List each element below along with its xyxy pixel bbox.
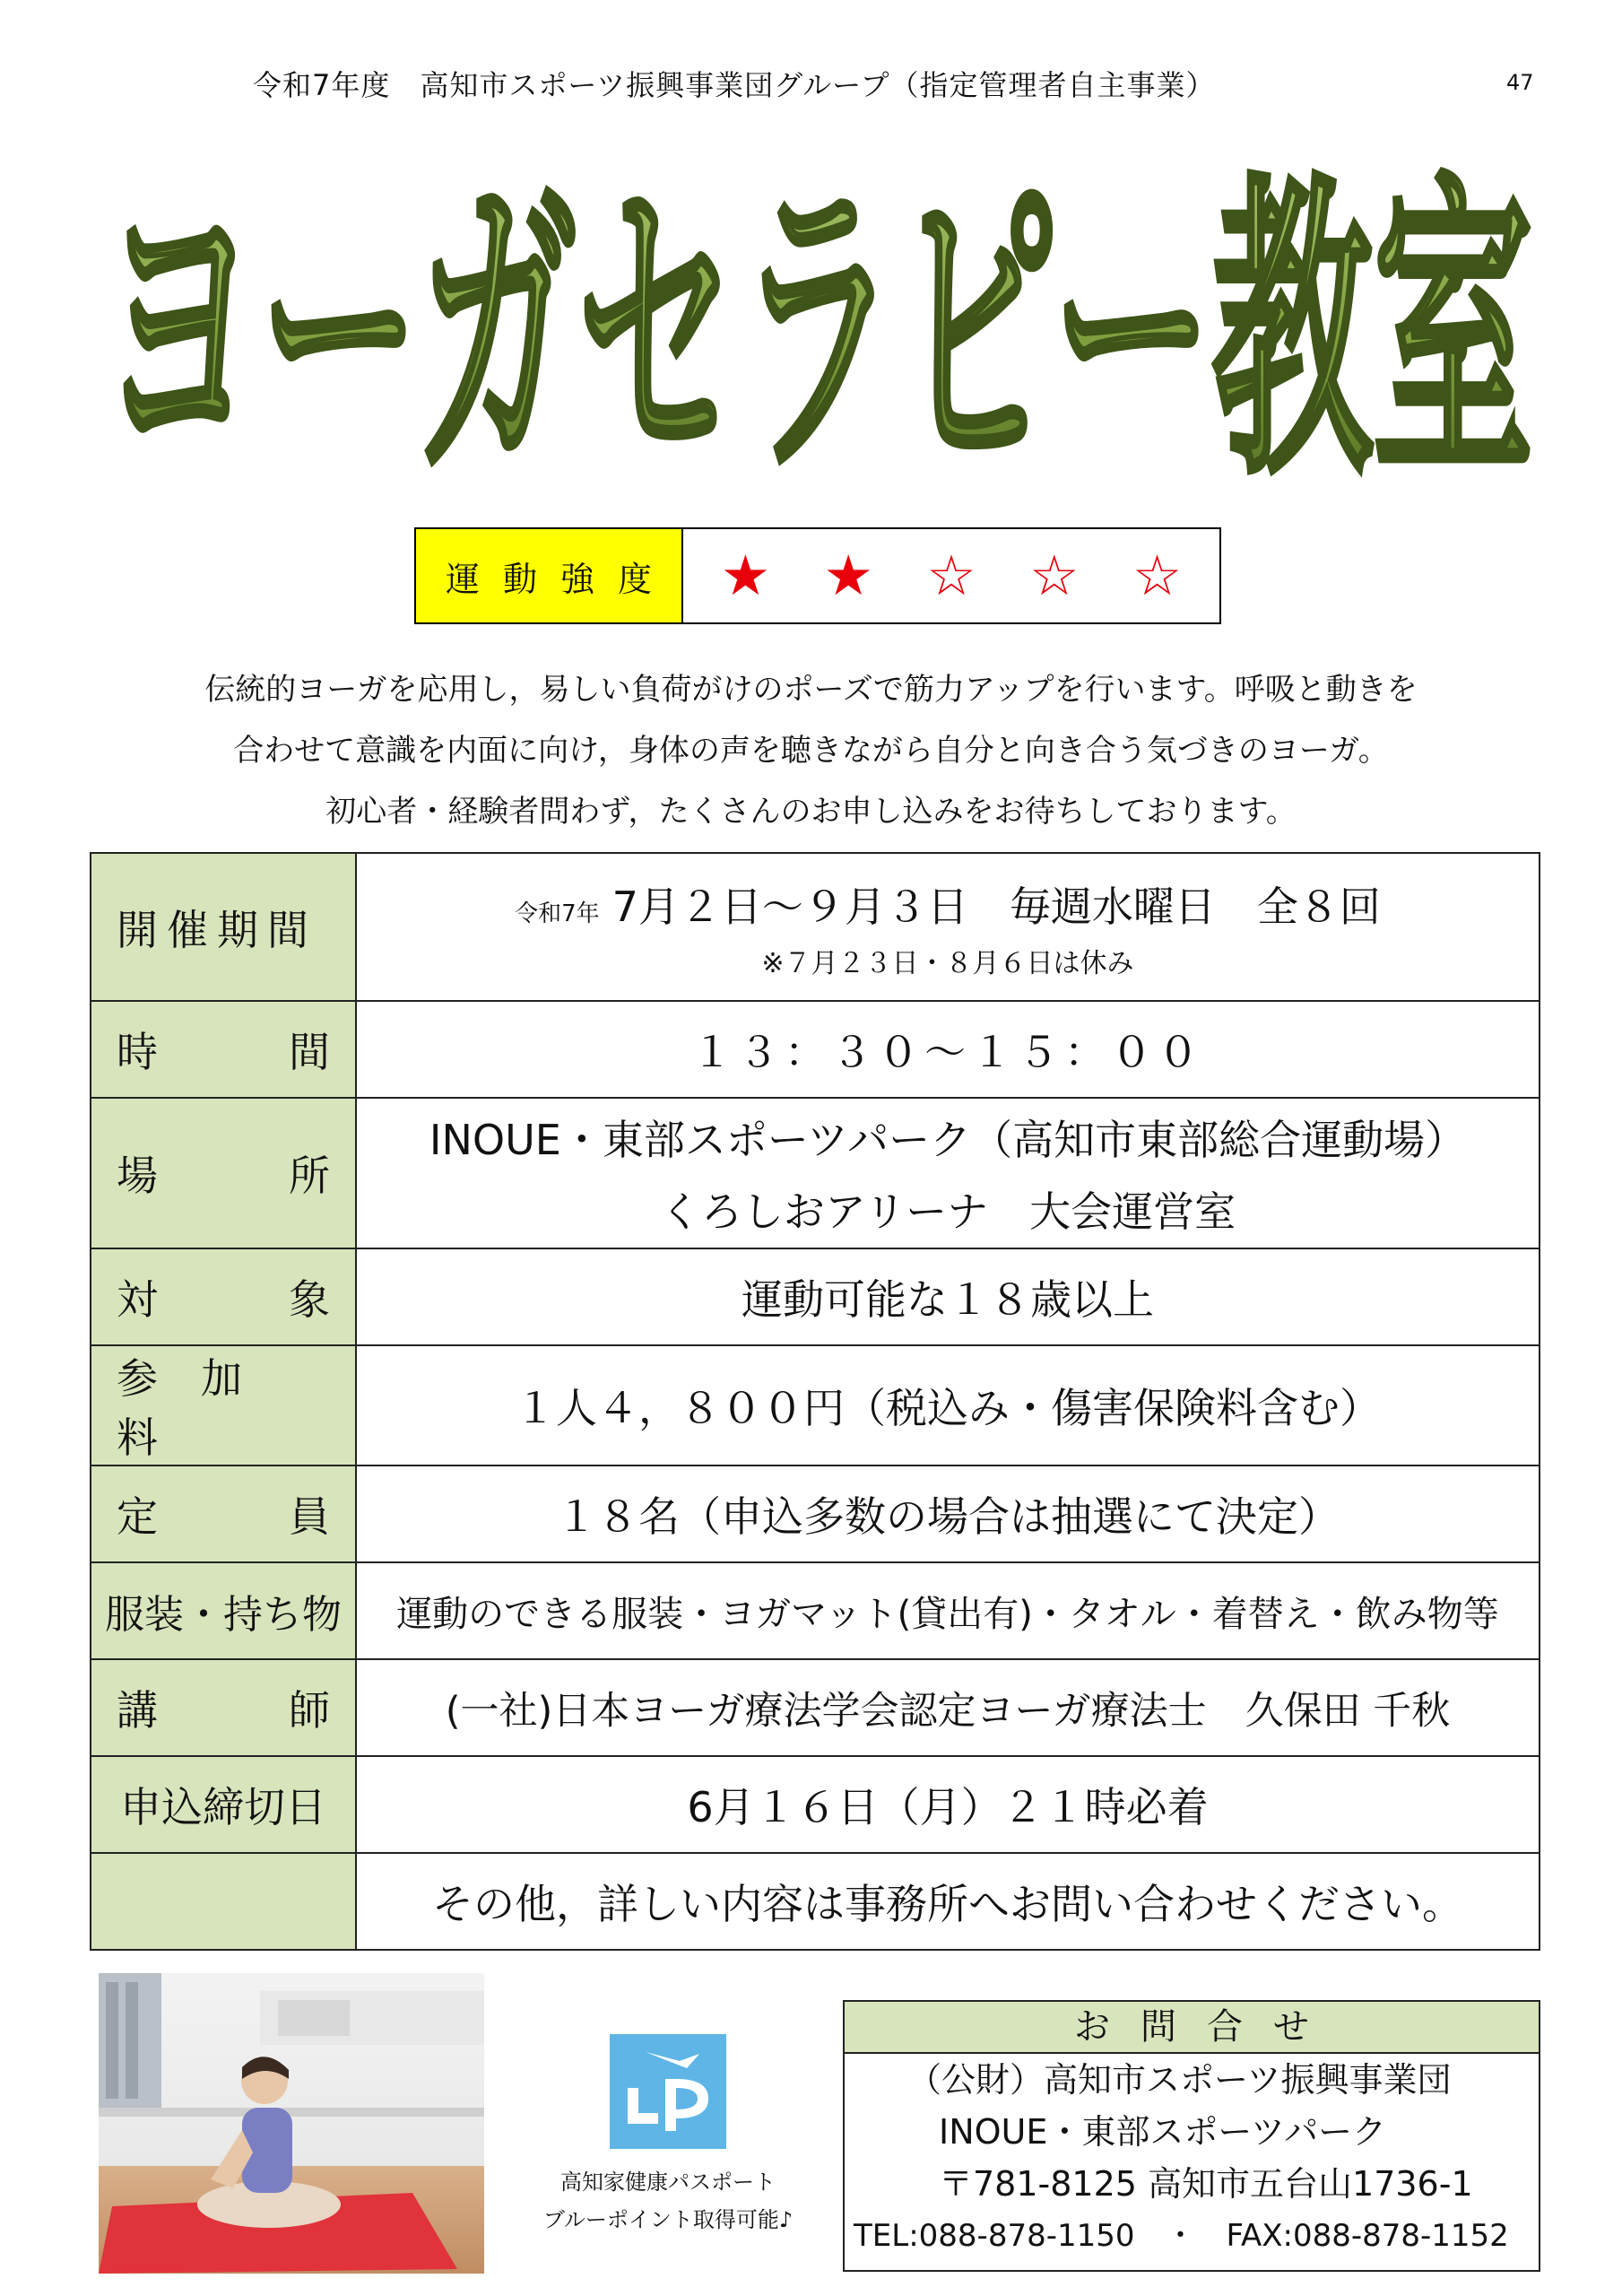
logo-caption-2: ブルーポイント取得可能♪ [542,2207,794,2232]
instructor-label-a: 講 [117,1686,158,1735]
contact-heading: お問合せ [845,2002,1539,2054]
star-empty-icon: ☆ [926,543,976,608]
info-table [90,852,1540,1951]
star-empty-icon: ☆ [1132,543,1183,608]
instructor-label-b: 師 [289,1686,330,1735]
page-number: 47 [1506,70,1534,95]
logo-caption [529,2163,807,2239]
capacity-label-b: 員 [289,1492,330,1541]
target-label-b: 象 [289,1275,330,1324]
capacity-value: １８名（申込多数の場合は抽選にて決定） [356,1465,1540,1562]
header-text: 令和7年度 高知市スポーツ振興事業団グループ（指定管理者自主事業） [253,68,1216,102]
time-value: １３：３０～１５：００ [356,1001,1540,1098]
period-dates: 7月２日～９月３日 毎週水曜日 全８回 [612,882,1381,931]
description [0,659,1622,842]
contact-address: 〒781-8125 高知市五台山1736-1 [939,2164,1473,2204]
fee-label-text: 参加料 [117,1354,285,1462]
items-value: 運動のできる服装・ヨガマット(貸出有)・タオル・着替え・飲み物等 [356,1562,1540,1659]
title-text: ヨーガセラピー教室 [99,148,1534,518]
row-period [91,853,1540,1001]
description-line: 初心者・経験者問わず，たくさんのお申し込みをお待ちしております。 [325,794,1297,830]
place-label [91,1098,356,1248]
deadline-label: 申込締切日 [91,1756,356,1853]
intensity-stars [683,529,1219,622]
capacity-label-a: 定 [117,1492,158,1541]
page-title [90,148,1542,525]
place-label-a: 場 [117,1152,158,1200]
contact-phones: TEL:088-878-1150 ・ FAX:088-878-1152 [854,2218,1509,2254]
period-era: 令和7年 [515,900,600,927]
target-label [91,1248,356,1345]
exercise-intensity [414,527,1221,624]
description-line: 伝統的ヨーガを応用し，易しい負荷がけのポーズで筋力アップを行います。呼吸と動きを [204,672,1418,708]
capacity-label [91,1465,356,1562]
items-label: 服装・持ち物 [91,1562,356,1659]
instructor-value: (一社)日本ヨーガ療法学会認定ヨーガ療法士 久保田 千秋 [356,1659,1540,1756]
contact-box [843,2000,1540,2272]
deadline-value: 6月１６日（月）２１時必着 [356,1756,1540,1853]
place-value [356,1098,1540,1248]
contact-facility: INOUE・東部スポーツパーク [939,2112,1387,2152]
row-capacity [91,1465,1540,1562]
fee-label [91,1345,356,1465]
header [0,63,1622,108]
period-label-text: 開催期間 [117,905,317,954]
target-label-a: 対 [117,1275,158,1324]
fee-value: １人４，８００円（税込み・傷害保険料含む） [356,1345,1540,1465]
star-empty-icon: ☆ [1028,543,1080,608]
place-line-2: くろしおアリーナ 大会運営室 [659,1187,1236,1236]
row-time [91,1001,1540,1098]
place-line-1: INOUE・東部スポーツパーク（高知市東部総合運動場） [429,1116,1467,1164]
period-note: ※７月２３日・８月６日は休み [761,947,1134,979]
time-label-b: 間 [289,1028,330,1076]
row-place [91,1098,1540,1248]
target-value: 運動可能な１８歳以上 [356,1248,1540,1345]
health-passport-logo [610,2034,726,2149]
row-deadline [91,1756,1540,1853]
description-line: 合わせて意識を内面に向け，身体の声を聴きながら自分と向き合う気づきのヨーガ。 [233,733,1389,769]
other-label [91,1853,356,1950]
other-value: その他，詳しい内容は事務所へお問い合わせください。 [356,1853,1540,1950]
logo-caption-1: 高知家健康パスポート [560,2170,776,2195]
row-items [91,1562,1540,1659]
row-fee [91,1345,1540,1465]
row-other [91,1853,1540,1950]
row-target [91,1248,1540,1345]
row-instructor [91,1659,1540,1756]
intensity-label: 運動強度 [416,529,683,622]
contact-org: （公財）高知市スポーツ振興事業団 [907,2060,1452,2100]
instructor-label [91,1659,356,1756]
place-label-b: 所 [289,1152,330,1200]
star-filled-icon: ★ [823,543,873,608]
time-label-a: 時 [117,1028,158,1076]
period-value [356,853,1540,1001]
yoga-photo [99,1973,484,2274]
period-label [91,853,356,1001]
star-filled-icon: ★ [720,543,771,608]
time-label [91,1001,356,1098]
